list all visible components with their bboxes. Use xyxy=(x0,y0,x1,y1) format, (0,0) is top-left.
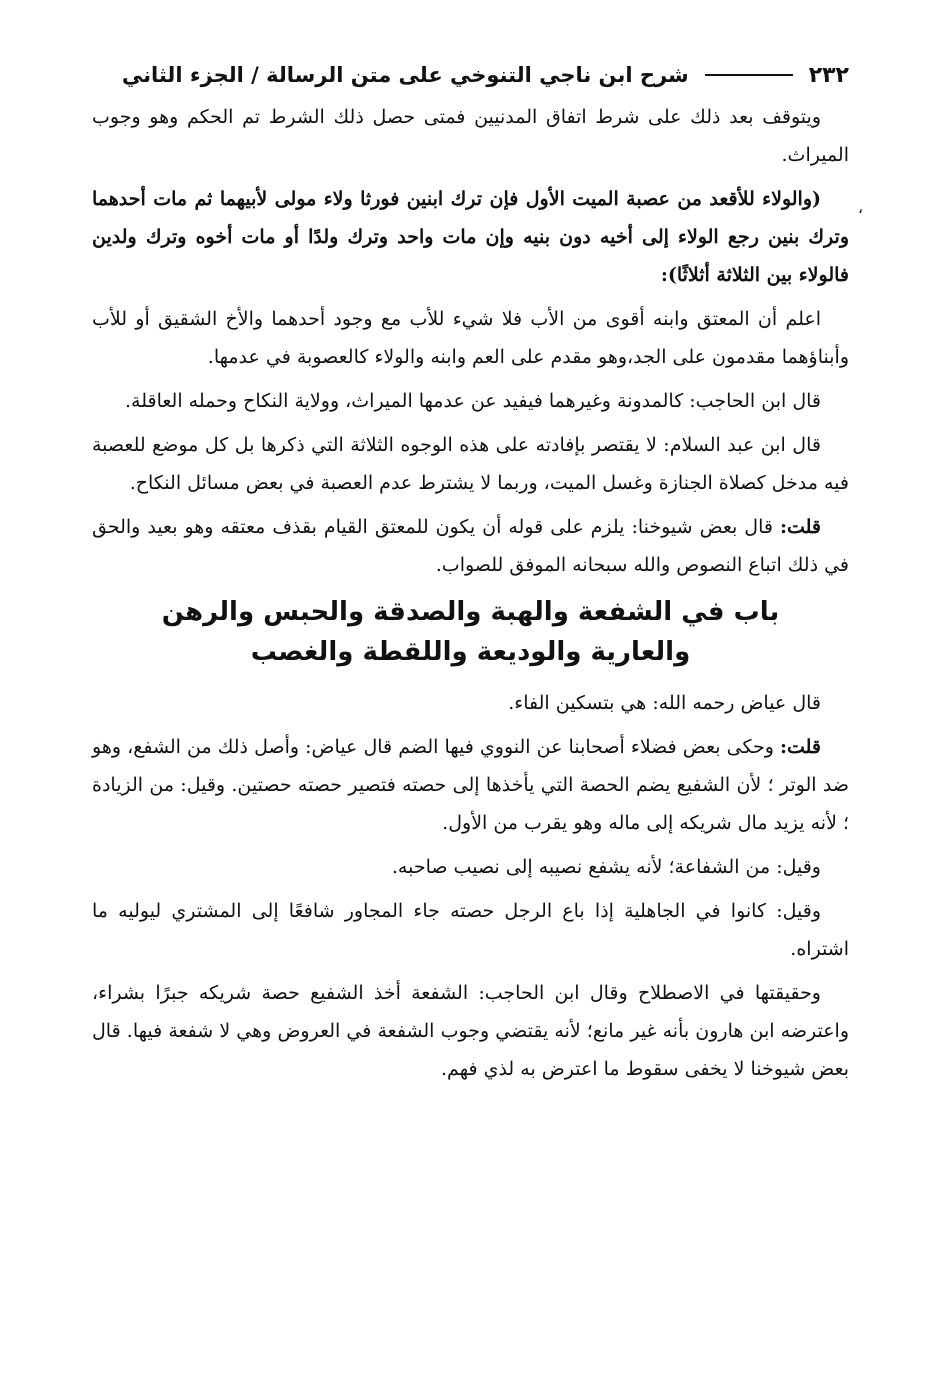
page-header xyxy=(92,58,849,92)
paragraph-body: قال بعض شيوخنا: يلزم على قوله أن يكون للمعتق القيام بقذف معتقه وهو بعيد والحق في ذلك اتباع النصوص والله سبحانه الموفق للصواب. xyxy=(92,516,849,576)
page-number: ٢٣٢ xyxy=(808,62,849,88)
paragraph xyxy=(92,728,849,842)
paragraph-lead: قلت: xyxy=(779,736,821,758)
section-heading xyxy=(92,592,849,672)
paragraph xyxy=(92,508,849,584)
paragraph: قال ابن عبد السلام: لا يقتصر بإفادته على هذه الوجوه الثلاثة التي ذكرها بل كل موضع للعصبة فيه مدخل كصلاة الجنازة وغسل الميت، وربما لا يشترط عدم العصبة في بعض مسائل النكاح. xyxy=(92,434,849,494)
section-heading-line-1: باب في الشفعة والهبة والصدقة والحبس والرهن xyxy=(161,597,780,627)
body-text-bottom xyxy=(92,684,849,1088)
paragraph: اعلم أن المعتق وابنه أقوى من الأب فلا شيء للأب مع وجود أحدهما والأخ الشقيق أو للأب وأبناؤهما مقدمون على الجد،وهو مقدم على العم وابنه والولاء كالعصوبة في عدمها. xyxy=(92,308,849,368)
running-title: شرح ابن ناجي التنوخي على متن الرسالة / الجزء الثاني xyxy=(121,63,689,87)
matn-quote-paragraph: (والولاء للأقعد من عصبة الميت الأول فإن ترك ابنين فورثا ولاء مولى لأبيهما ثم مات أحدهما وترك بنين رجع الولاء إلى أخيه دون بنيه وإن مات واحد وترك ولدًا أو مات أخوه وترك ولدين فالولاء بين الثلاثة أثلاثًا): xyxy=(92,188,849,286)
body-text-top xyxy=(92,98,849,584)
paragraph: وقيل: كانوا في الجاهلية إذا باع الرجل حصته جاء المجاور شافعًا إلى المشتري ليوليه ما اشتراه. xyxy=(92,900,849,960)
margin-mark: ، xyxy=(857,198,863,217)
paragraph: وحقيقتها في الاصطلاح وقال ابن الحاجب: الشفعة أخذ الشفيع حصة شريكه جبرًا بشراء، واعترضه ابن هارون بأنه غير مانع؛ لأنه يقتضي وجوب الشفعة في العروض وهي لا شفعة فيها. قال بعض شيوخنا لا يخفى سقوط ما اعترض به لذي فهم. xyxy=(92,982,849,1080)
header-rule xyxy=(705,74,793,76)
paragraph: قال عياض رحمه الله: هي بتسكين الفاء. xyxy=(508,692,821,714)
paragraph-lead: قلت: xyxy=(779,516,821,538)
paragraph: وقيل: من الشفاعة؛ لأنه يشفع نصيبه إلى نصيب صاحبه. xyxy=(391,856,821,878)
paragraph-body: وحكى بعض فضلاء أصحابنا عن النووي فيها الضم قال عياض: وأصل ذلك من الشفع، وهو ضد الوتر ؛ لأن الشفيع يضم الحصة التي يأخذها إلى حصته فتصير حصته حصتين. وقيل: من الزيادة ؛ لأنه يزيد مال شريكه إلى ماله وهو يقرب من الأول. xyxy=(92,736,849,834)
paragraph: ويتوقف بعد ذلك على شرط اتفاق المدنيين فمتى حصل ذلك الشرط تم الحكم وهو وجوب الميراث. xyxy=(92,106,849,166)
paragraph: قال ابن الحاجب: كالمدونة وغيرهما فيفيد عن عدمها الميراث، وولاية النكاح وحمله العاقلة. xyxy=(124,390,821,412)
section-heading-line-2: والعارية والوديعة واللقطة والغصب xyxy=(250,637,691,667)
